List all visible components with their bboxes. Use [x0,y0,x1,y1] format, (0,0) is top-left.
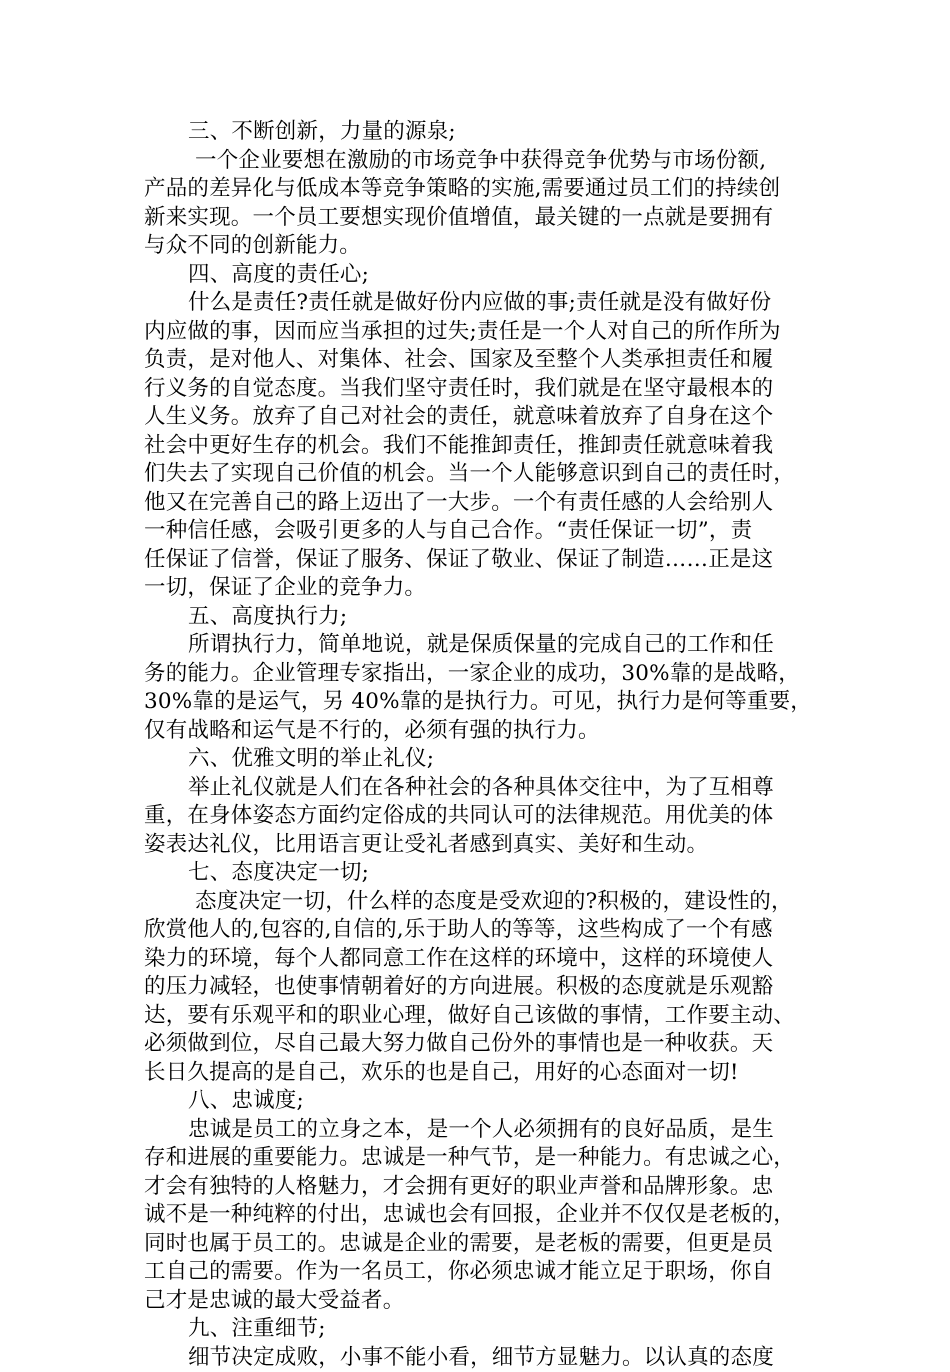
paragraph-line: 举止礼仪就是人们在各种社会的各种具体交往中，为了互相尊 [144,774,812,803]
paragraph-line: 重，在身体姿态方面约定俗成的共同认可的法律规范。用优美的体 [144,802,812,831]
paragraph-line: 姿表达礼仪，比用语言更让受礼者感到真实、美好和生动。 [144,831,812,860]
paragraph-line: 30%靠的是运气，另 40%靠的是执行力。可见，执行力是何等重要， [144,688,812,717]
paragraph-line: 内应做的事，因而应当承担的过失;责任是一个人对自己的所作所为 [144,318,812,347]
paragraph-line: 欣赏他人的,包容的,自信的,乐于助人的等等，这些构成了一个有感 [144,916,812,945]
paragraph-line: 细节决定成败，小事不能小看，细节方显魅力。以认真的态度 [144,1344,812,1372]
paragraph-line: 仅有战略和运气是不行的，必须有强的执行力。 [144,717,812,746]
paragraph-line: 一个企业要想在激励的市场竞争中获得竞争优势与市场份额, [144,147,812,176]
paragraph-line: 新来实现。一个员工要想实现价值增值，最关键的一点就是要拥有 [144,204,812,233]
heading-responsibility: 四、高度的责任心; [144,261,812,290]
paragraph-line: 什么是责任?责任就是做好份内应做的事;责任就是没有做好份 [144,289,812,318]
heading-innovation: 三、不断创新，力量的源泉; [144,118,812,147]
paragraph-line: 存和进展的重要能力。忠诚是一种气节，是一种能力。有忠诚之心， [144,1144,812,1173]
paragraph-line: 所谓执行力，简单地说，就是保质保量的完成自己的工作和任 [144,631,812,660]
paragraph-line: 任保证了信誉，保证了服务、保证了敬业、保证了制造……正是这 [144,546,812,575]
paragraph-line: 与众不同的创新能力。 [144,232,812,261]
paragraph-line: 达，要有乐观平和的职业心理，做好自己该做的事情，工作要主动、 [144,1002,812,1031]
heading-details: 九、注重细节; [144,1315,812,1344]
paragraph-line: 一切，保证了企业的竞争力。 [144,574,812,603]
document-page [144,118,812,1372]
paragraph-line: 行义务的自觉态度。当我们坚守责任时，我们就是在坚守最根本的 [144,375,812,404]
paragraph-line: 染力的环境，每个人都同意工作在这样的环境中，这样的环境使人 [144,945,812,974]
heading-etiquette: 六、优雅文明的举止礼仪; [144,745,812,774]
paragraph-line: 产品的差异化与低成本等竞争策略的实施,需要通过员工们的持续创 [144,175,812,204]
paragraph-line: 态度决定一切，什么样的态度是受欢迎的?积极的，建设性的， [144,888,812,917]
paragraph-line: 人生义务。放弃了自己对社会的责任，就意味着放弃了自身在这个 [144,403,812,432]
paragraph-line: 一种信任感，会吸引更多的人与自己合作。“责任保证一切”，责 [144,517,812,546]
heading-loyalty: 八、忠诚度; [144,1087,812,1116]
paragraph-line: 负责，是对他人、对集体、社会、国家及至整个人类承担责任和履 [144,346,812,375]
paragraph-line: 同时也属于员工的。忠诚是企业的需要，是老板的需要，但更是员 [144,1230,812,1259]
paragraph-line: 诚不是一种纯粹的付出，忠诚也会有回报，企业并不仅仅是老板的， [144,1201,812,1230]
paragraph-line: 工自己的需要。作为一名员工，你必须忠诚才能立足于职场，你自 [144,1258,812,1287]
paragraph-line: 社会中更好生存的机会。我们不能推卸责任，推卸责任就意味着我 [144,432,812,461]
heading-execution: 五、高度执行力; [144,603,812,632]
paragraph-line: 们失去了实现自己价值的机会。当一个人能够意识到自己的责任时， [144,460,812,489]
paragraph-line: 必须做到位，尽自己最大努力做自己份外的事情也是一种收获。天 [144,1030,812,1059]
heading-attitude: 七、态度决定一切; [144,859,812,888]
paragraph-line: 才会有独特的人格魅力，才会拥有更好的职业声誉和品牌形象。忠 [144,1173,812,1202]
paragraph-line: 务的能力。企业管理专家指出，一家企业的成功，30%靠的是战略， [144,660,812,689]
paragraph-line: 己才是忠诚的最大受益者。 [144,1287,812,1316]
paragraph-line: 的压力减轻，也使事情朝着好的方向进展。积极的态度就是乐观豁 [144,973,812,1002]
paragraph-line: 忠诚是员工的立身之本，是一个人必须拥有的良好品质，是生 [144,1116,812,1145]
paragraph-line: 长日久提高的是自己，欢乐的也是自己，用好的心态面对一切! [144,1059,812,1088]
paragraph-line: 他又在完善自己的路上迈出了一大步。一个有责任感的人会给别人 [144,489,812,518]
